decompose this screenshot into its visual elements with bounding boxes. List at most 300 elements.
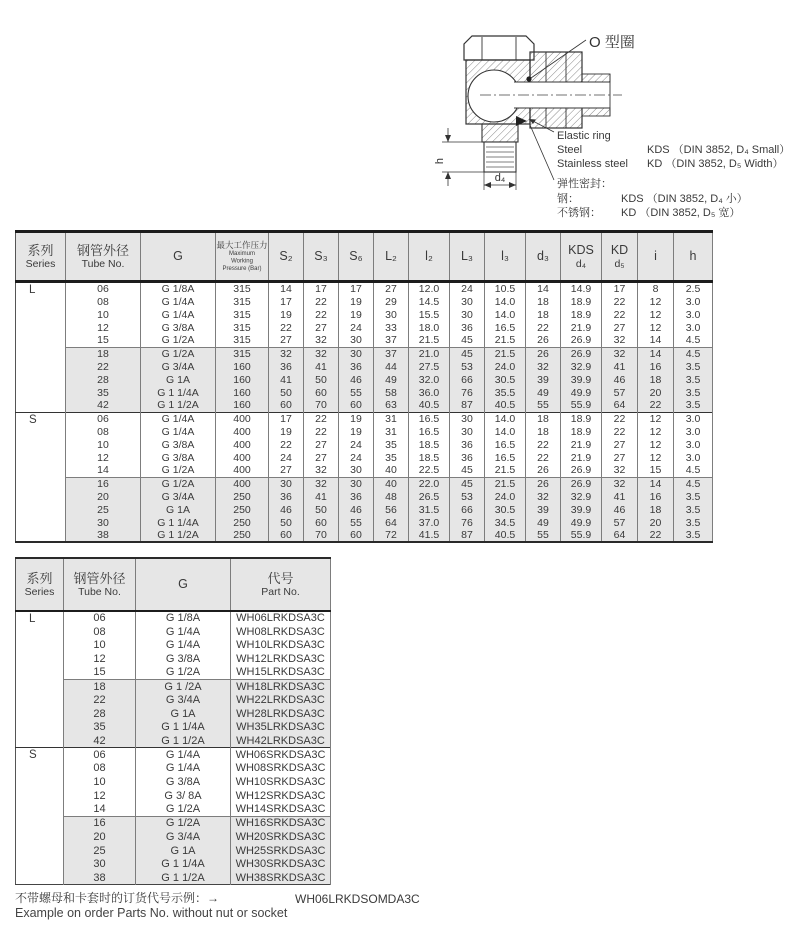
- table-row: [16, 295, 713, 308]
- cell: 55: [526, 399, 561, 412]
- table-row: [16, 857, 331, 871]
- table-row: [16, 490, 713, 503]
- cell: 64: [602, 529, 638, 542]
- cell: 70: [304, 399, 339, 412]
- cell: 49: [526, 386, 561, 399]
- cell: 14.0: [485, 425, 526, 438]
- cell: 22: [602, 425, 638, 438]
- cell: 12: [638, 451, 674, 464]
- cell: 64: [374, 516, 409, 529]
- cell: 30: [64, 857, 136, 871]
- col-header-l3: l₃: [485, 232, 526, 282]
- cell: WH20SRKDSA3C: [231, 830, 331, 844]
- cell: 22: [602, 412, 638, 425]
- table-row: [16, 871, 331, 885]
- cell: 18: [526, 308, 561, 321]
- cell: 27: [304, 321, 339, 334]
- cell: 60: [339, 529, 374, 542]
- cell: 46: [339, 373, 374, 386]
- cell: G 1/4A: [136, 638, 231, 652]
- cell: G 1/4A: [141, 425, 216, 438]
- cell: WH16SRKDSA3C: [231, 816, 331, 830]
- cell: 64: [602, 399, 638, 412]
- cell: 16.5: [485, 451, 526, 464]
- cell: 32.0: [409, 373, 450, 386]
- cell: 42: [66, 399, 141, 412]
- cell: 160: [216, 386, 269, 399]
- cell: 08: [64, 625, 136, 639]
- cell: 3.5: [674, 490, 713, 503]
- legend-cn-steel: 钢：: [557, 192, 579, 205]
- cell: 24: [339, 438, 374, 451]
- cell: 26: [526, 464, 561, 477]
- cell: 14: [638, 334, 674, 347]
- cell: 49.9: [561, 386, 602, 399]
- cell: 22: [526, 321, 561, 334]
- cell: 3.0: [674, 438, 713, 451]
- cell: 42: [64, 734, 136, 748]
- cell: 19: [339, 425, 374, 438]
- cell: 400: [216, 412, 269, 425]
- cell: 32: [304, 477, 339, 490]
- cell: 250: [216, 529, 269, 542]
- cell: 10: [64, 638, 136, 652]
- cell: 72: [374, 529, 409, 542]
- cell: G 1/2A: [136, 803, 231, 817]
- cell: G 1 1/4A: [136, 857, 231, 871]
- cell: G 3/ 8A: [136, 789, 231, 803]
- cell: G 1 1/2A: [136, 871, 231, 885]
- cell: 160: [216, 399, 269, 412]
- cell: 315: [216, 282, 269, 296]
- cell: 38: [64, 871, 136, 885]
- series-label: L: [16, 611, 64, 748]
- cell: G 1/4A: [141, 308, 216, 321]
- table-row: [16, 816, 331, 830]
- cell: 18.5: [409, 451, 450, 464]
- cell: WH12SRKDSA3C: [231, 789, 331, 803]
- cell: 36: [339, 490, 374, 503]
- cell: 4.5: [674, 334, 713, 347]
- cell: 06: [66, 412, 141, 425]
- cell: 4.5: [674, 477, 713, 490]
- cell: 35.5: [485, 386, 526, 399]
- cell: 12: [638, 321, 674, 334]
- cell: 37: [374, 347, 409, 360]
- col-header-kd-d5: KD d₅: [602, 232, 638, 282]
- cell: G 1/4A: [136, 625, 231, 639]
- cell: 21.5: [485, 477, 526, 490]
- cell: 35: [374, 438, 409, 451]
- cell: 400: [216, 464, 269, 477]
- cell: G 1A: [136, 707, 231, 721]
- cell: G 3/8A: [136, 775, 231, 789]
- table-row: [16, 652, 331, 666]
- cell: WH35LRKDSA3C: [231, 721, 331, 735]
- col-header-s3: S₃: [304, 232, 339, 282]
- cell: 50: [304, 503, 339, 516]
- top-nut: [464, 36, 534, 60]
- cell: 15: [638, 464, 674, 477]
- cell: WH18LRKDSA3C: [231, 679, 331, 693]
- cell: 32: [269, 347, 304, 360]
- cell: 57: [602, 386, 638, 399]
- cell: 41: [304, 360, 339, 373]
- cell: 27: [304, 438, 339, 451]
- cell: G 1 /2A: [136, 679, 231, 693]
- cell: 26.9: [561, 347, 602, 360]
- cell: 16.5: [409, 425, 450, 438]
- cell: 18.9: [561, 295, 602, 308]
- cell: G 1/2A: [141, 477, 216, 490]
- cell: 16: [64, 816, 136, 830]
- cell: 22: [66, 360, 141, 373]
- cell: 12: [64, 652, 136, 666]
- cell: 76: [450, 386, 485, 399]
- header-row: [16, 558, 331, 611]
- table-row: [16, 844, 331, 858]
- cell: 14: [638, 347, 674, 360]
- threaded-stud: [482, 124, 518, 172]
- table-row: [16, 830, 331, 844]
- cell: G 1 1/4A: [141, 516, 216, 529]
- cell: 24: [269, 451, 304, 464]
- table-row: [16, 451, 713, 464]
- cell: 35: [66, 386, 141, 399]
- cell: 40.5: [409, 399, 450, 412]
- cell: G 1 1/2A: [136, 734, 231, 748]
- cell: 3.0: [674, 321, 713, 334]
- cell: 36: [269, 360, 304, 373]
- cell: 3.0: [674, 295, 713, 308]
- cell: 3.0: [674, 425, 713, 438]
- legend-cn-title: 弹性密封：: [557, 178, 612, 190]
- cell: 3.5: [674, 503, 713, 516]
- cell: WH42LRKDSA3C: [231, 734, 331, 748]
- cell: 17: [269, 412, 304, 425]
- cell: G 3/8A: [141, 321, 216, 334]
- cell: 26.9: [561, 464, 602, 477]
- cell: 12: [638, 412, 674, 425]
- cell: 16.5: [485, 438, 526, 451]
- cell: G 1/2A: [141, 464, 216, 477]
- cell: G 1/2A: [136, 666, 231, 680]
- cell: 18: [638, 373, 674, 386]
- d4-dim-label: d₄: [494, 172, 506, 184]
- cell: 30: [269, 477, 304, 490]
- cell: 53: [450, 360, 485, 373]
- cell: WH06SRKDSA3C: [231, 748, 331, 762]
- cell: 46: [602, 503, 638, 516]
- table-row: [16, 360, 713, 373]
- cell: 21.0: [409, 347, 450, 360]
- cell: 19: [339, 308, 374, 321]
- cell: 10.5: [485, 282, 526, 296]
- h-dimension: [434, 128, 484, 186]
- cell: 400: [216, 477, 269, 490]
- cell: 19: [339, 295, 374, 308]
- cell: 26: [526, 477, 561, 490]
- cell: WH10LRKDSA3C: [231, 638, 331, 652]
- cell: 40.5: [485, 529, 526, 542]
- cell: G 3/4A: [141, 360, 216, 373]
- cell: 49: [526, 516, 561, 529]
- cell: 2.5: [674, 282, 713, 296]
- cell: 18.0: [409, 321, 450, 334]
- cell: 12: [638, 295, 674, 308]
- cell: G 3/4A: [141, 490, 216, 503]
- cell: 36: [339, 360, 374, 373]
- cell: 70: [304, 529, 339, 542]
- cell: G 1 1/2A: [141, 529, 216, 542]
- cell: 14.0: [485, 295, 526, 308]
- cell: 22: [526, 438, 561, 451]
- cell: 66: [450, 503, 485, 516]
- cell: 32: [602, 347, 638, 360]
- cell: 40: [374, 477, 409, 490]
- cell: 33: [374, 321, 409, 334]
- cell: 160: [216, 360, 269, 373]
- cell: 15: [64, 666, 136, 680]
- cell: G 3/8A: [141, 451, 216, 464]
- cell: 30: [339, 334, 374, 347]
- part-table: [15, 557, 331, 885]
- cell: 22: [64, 693, 136, 707]
- cell: 17: [269, 295, 304, 308]
- cell: 32: [602, 334, 638, 347]
- cell: 16: [638, 490, 674, 503]
- col-header-i: i: [638, 232, 674, 282]
- cell: 36: [269, 490, 304, 503]
- cell: 315: [216, 334, 269, 347]
- col-header-l2-cap: L₂: [374, 232, 409, 282]
- cell: 17: [339, 282, 374, 296]
- legend-cn: [557, 177, 748, 221]
- cell: G 1/8A: [136, 611, 231, 625]
- table-row: [16, 775, 331, 789]
- cell: 30: [339, 464, 374, 477]
- cell: 315: [216, 308, 269, 321]
- cell: 26.9: [561, 334, 602, 347]
- cell: WH10SRKDSA3C: [231, 775, 331, 789]
- cell: 60: [304, 386, 339, 399]
- cell: 16.5: [409, 412, 450, 425]
- table-row: [16, 748, 331, 762]
- cell: 12.0: [409, 282, 450, 296]
- table-row: [16, 666, 331, 680]
- cell: G 3/4A: [136, 693, 231, 707]
- cell: 35: [374, 451, 409, 464]
- series-label: S: [16, 748, 64, 885]
- cell: 27: [602, 321, 638, 334]
- cell: 41: [602, 360, 638, 373]
- cell: 26: [526, 334, 561, 347]
- legend-elastic-ring: Elastic ring: [557, 130, 611, 142]
- cell: 20: [64, 830, 136, 844]
- cell: 32.9: [561, 490, 602, 503]
- cell: 22: [304, 425, 339, 438]
- cell: 14: [526, 282, 561, 296]
- o-ring-label: O 型圈: [589, 34, 635, 51]
- cell: 27: [304, 451, 339, 464]
- cell: 44: [374, 360, 409, 373]
- order-example-en: Example on order Parts No. without nut or socket: [15, 906, 288, 920]
- legend-steel: Steel: [557, 144, 583, 156]
- cell: 36: [450, 321, 485, 334]
- cell: 250: [216, 516, 269, 529]
- cell: 18.9: [561, 425, 602, 438]
- cell: 21.9: [561, 321, 602, 334]
- cell: 55: [526, 529, 561, 542]
- cell: 41: [269, 373, 304, 386]
- cell: 38: [66, 529, 141, 542]
- cell: 15.5: [409, 308, 450, 321]
- cell: 315: [216, 321, 269, 334]
- cell: 22.0: [409, 477, 450, 490]
- cell: 55.9: [561, 399, 602, 412]
- cell: 17: [602, 282, 638, 296]
- col-header-series: 系列 Series: [16, 558, 64, 611]
- cell: 14.0: [485, 308, 526, 321]
- cell: 22: [269, 438, 304, 451]
- cell: 21.5: [485, 464, 526, 477]
- cell: 27: [269, 464, 304, 477]
- cell: 18: [526, 412, 561, 425]
- cell: 22: [602, 295, 638, 308]
- table-row: [16, 638, 331, 652]
- cell: 36: [450, 438, 485, 451]
- cell: 24.0: [485, 490, 526, 503]
- cell: 21.5: [409, 334, 450, 347]
- cell: 24: [339, 321, 374, 334]
- cell: 30: [450, 412, 485, 425]
- cell: 29: [374, 295, 409, 308]
- o-ring-icon: [526, 76, 531, 81]
- order-example-part-no: WH06LRKDSOMDA3C: [295, 892, 420, 906]
- cell: 20: [638, 386, 674, 399]
- cell: 41: [602, 490, 638, 503]
- cell: 30: [374, 308, 409, 321]
- cell: 37.0: [409, 516, 450, 529]
- col-header-max-pressure: 最大工作压力 Maximum Working Pressure (Bar): [216, 232, 269, 282]
- cell: 14: [638, 477, 674, 490]
- cell: 40.5: [485, 399, 526, 412]
- cell: 50: [269, 516, 304, 529]
- cell: 46: [339, 503, 374, 516]
- col-header-l3-cap: L₃: [450, 232, 485, 282]
- cell: G 1 1/2A: [141, 399, 216, 412]
- cell: 18: [638, 503, 674, 516]
- table-row: [16, 334, 713, 347]
- cell: 18.9: [561, 308, 602, 321]
- cell: 32: [526, 490, 561, 503]
- cell: WH15LRKDSA3C: [231, 666, 331, 680]
- cell: 32: [304, 464, 339, 477]
- legend-cn-stainless: 不锈钢：: [557, 207, 601, 219]
- cell: 87: [450, 529, 485, 542]
- cell: 06: [64, 748, 136, 762]
- table-row: [16, 734, 331, 748]
- cell: 8: [638, 282, 674, 296]
- cell: 48: [374, 490, 409, 503]
- cell: G 1A: [141, 503, 216, 516]
- cell: 22.5: [409, 464, 450, 477]
- cell: 66: [450, 373, 485, 386]
- cell: 18: [526, 295, 561, 308]
- cell: 39.9: [561, 503, 602, 516]
- cell: 16.5: [485, 321, 526, 334]
- legend-cn-stainless-code: KD （DIN 3852, D₅ 宽）: [621, 207, 741, 219]
- cell: 39: [526, 373, 561, 386]
- cell: 41: [304, 490, 339, 503]
- cell: 10: [66, 438, 141, 451]
- cell: 37: [374, 334, 409, 347]
- cell: 63: [374, 399, 409, 412]
- cell: 12: [638, 308, 674, 321]
- cell: 76: [450, 516, 485, 529]
- cell: 49.9: [561, 516, 602, 529]
- cell: 14.5: [409, 295, 450, 308]
- order-example-cn: 不带螺母和卡套时的订货代号示例：→: [15, 891, 220, 905]
- cell: 08: [66, 295, 141, 308]
- legend-cn-steel-code: KDS （DIN 3852, D₄ 小）: [621, 192, 748, 205]
- table-row: [16, 707, 331, 721]
- cell: 3.5: [674, 516, 713, 529]
- table-row: [16, 308, 713, 321]
- cell: 12: [638, 438, 674, 451]
- cell: 32: [304, 347, 339, 360]
- cell: 4.5: [674, 464, 713, 477]
- cell: 22: [304, 295, 339, 308]
- cell: 3.0: [674, 412, 713, 425]
- cell: 15: [66, 334, 141, 347]
- cell: 30: [66, 516, 141, 529]
- cell: WH06LRKDSA3C: [231, 611, 331, 625]
- cell: 55.9: [561, 529, 602, 542]
- table-row: [16, 611, 331, 625]
- cell: WH08LRKDSA3C: [231, 625, 331, 639]
- cell: 3.5: [674, 360, 713, 373]
- cell: 50: [269, 386, 304, 399]
- cell: 400: [216, 425, 269, 438]
- cell: 10: [64, 775, 136, 789]
- cell: 27: [269, 334, 304, 347]
- table-row: [16, 516, 713, 529]
- col-header-s2: S₂: [269, 232, 304, 282]
- table-row: [16, 438, 713, 451]
- cell: 34.5: [485, 516, 526, 529]
- cell: 10: [66, 308, 141, 321]
- cell: 12: [64, 789, 136, 803]
- cell: 31.5: [409, 503, 450, 516]
- table-row: [16, 425, 713, 438]
- cell: 3.5: [674, 386, 713, 399]
- cell: G 1/4A: [136, 762, 231, 776]
- cell: 14: [64, 803, 136, 817]
- legend-stainless-code: KD （DIN 3852, D₅ Width）: [647, 158, 784, 170]
- fitting-cross-section: [434, 16, 644, 202]
- cell: 45: [450, 334, 485, 347]
- cell: G 1/4A: [136, 748, 231, 762]
- table-row: [16, 503, 713, 516]
- cell: 06: [66, 282, 141, 296]
- cell: 18.5: [409, 438, 450, 451]
- cell: 20: [638, 516, 674, 529]
- cell: 250: [216, 490, 269, 503]
- table-row: [16, 679, 331, 693]
- cell: G 1/2A: [136, 816, 231, 830]
- cell: 60: [304, 516, 339, 529]
